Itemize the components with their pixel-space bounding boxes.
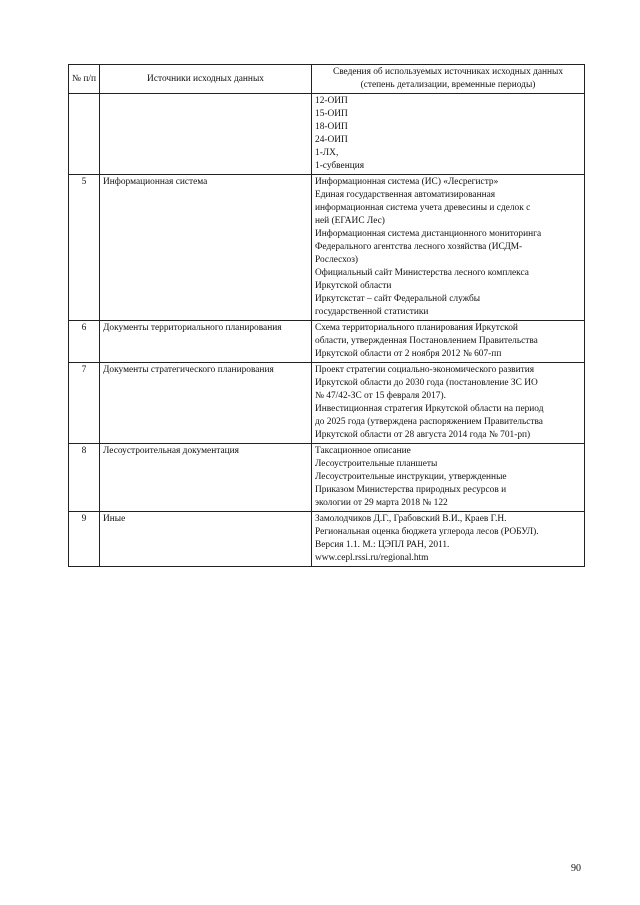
detail-line: области, утвержденная Постановлением Правительства (315, 336, 538, 346)
detail-line: Проект стратегии социально-экономического развития (315, 365, 535, 375)
row-number: 9 (69, 512, 100, 567)
detail-line: 18-ОИП (315, 122, 348, 132)
row-source: Иные (100, 512, 312, 567)
detail-line: Иркутской области до 2030 года (постановление ЗС ИО (315, 378, 538, 388)
row-source: Лесоустроительная документация (100, 444, 312, 512)
detail-line: информационная система учета древесины и сделок с (315, 203, 531, 213)
row-source (100, 94, 312, 175)
table-header-row (69, 65, 585, 94)
detail-line: Иркутской области от 2 ноября 2012 № 607-пп (315, 349, 502, 359)
table-row (69, 444, 585, 512)
detail-line: 15-ОИП (315, 109, 348, 119)
row-details (312, 363, 585, 444)
detail-line: до 2025 года (утверждена распоряжением Правительства (315, 417, 543, 427)
detail-line: 1-ЛХ, (315, 148, 339, 158)
detail-line: Иркутской области (315, 281, 392, 291)
detail-line: Лесоустроительные планшеты (315, 459, 438, 469)
detail-line: Приказом Министерства природных ресурсов и (315, 485, 507, 495)
header-source: Источники исходных данных (100, 65, 312, 94)
row-details (312, 444, 585, 512)
detail-line: www.cepl.rssi.ru/regional.htm (315, 553, 429, 563)
detail-line: 12-ОИП (315, 96, 348, 106)
table-row (69, 175, 585, 321)
detail-line: ней (ЕГАИС Лес) (315, 216, 385, 226)
detail-line: 24-ОИП (315, 135, 348, 145)
row-number: 7 (69, 363, 100, 444)
row-details (312, 512, 585, 567)
header-num: № п/п (69, 65, 100, 94)
detail-line: Иркутской области от 28 августа 2014 года № 701-рп) (315, 430, 531, 440)
table-row (69, 94, 585, 175)
detail-line: 1-субвенция (315, 161, 365, 171)
detail-line: государственной статистики (315, 307, 429, 317)
table-row (69, 363, 585, 444)
detail-line: Версия 1.1. М.: ЦЭПЛ РАН, 2011. (315, 540, 450, 550)
row-source: Документы стратегического планирования (100, 363, 312, 444)
detail-line: Федерального агентства лесного хозяйства (ИСДМ- (315, 242, 523, 252)
row-details (312, 321, 585, 363)
detail-line: Официальный сайт Министерства лесного комплекса (315, 268, 529, 278)
detail-line: Информационная система дистанционного мониторинга (315, 229, 542, 239)
detail-line: Единая государственная автоматизированная (315, 190, 496, 200)
detail-line: Рослесхоз) (315, 255, 359, 265)
row-source: Информационная система (100, 175, 312, 321)
row-number: 6 (69, 321, 100, 363)
row-number: 8 (69, 444, 100, 512)
detail-line: Инвестиционная стратегия Иркутской области на период (315, 404, 544, 414)
detail-line: экологии от 29 марта 2018 № 122 (315, 498, 448, 508)
sources-table (68, 64, 585, 567)
table-row (69, 512, 585, 567)
page-number: 90 (571, 863, 581, 874)
detail-line: Лесоустроительные инструкции, утвержденные (315, 472, 507, 482)
table-row (69, 321, 585, 363)
row-source: Документы территориального планирования (100, 321, 312, 363)
header-details: Сведения об используемых источниках исходных данных (степень детализации, временные периоды) (312, 65, 585, 94)
detail-line: Схема территориального планирования Иркутской (315, 323, 518, 333)
row-details (312, 94, 585, 175)
row-number (69, 94, 100, 175)
detail-line: Региональная оценка бюджета углерода лесов (РОБУЛ). (315, 527, 539, 537)
detail-line: Замолодчиков Д.Г., Грабовский В.И., Краев Г.Н. (315, 514, 507, 524)
detail-line: Таксационное описание (315, 446, 411, 456)
row-number: 5 (69, 175, 100, 321)
detail-line: № 47/42-ЗС от 15 февраля 2017). (315, 391, 446, 401)
row-details (312, 175, 585, 321)
detail-line: Иркутскстат – сайт Федеральной службы (315, 294, 481, 304)
detail-line: Информационная система (ИС) «Лесрегистр» (315, 177, 499, 187)
